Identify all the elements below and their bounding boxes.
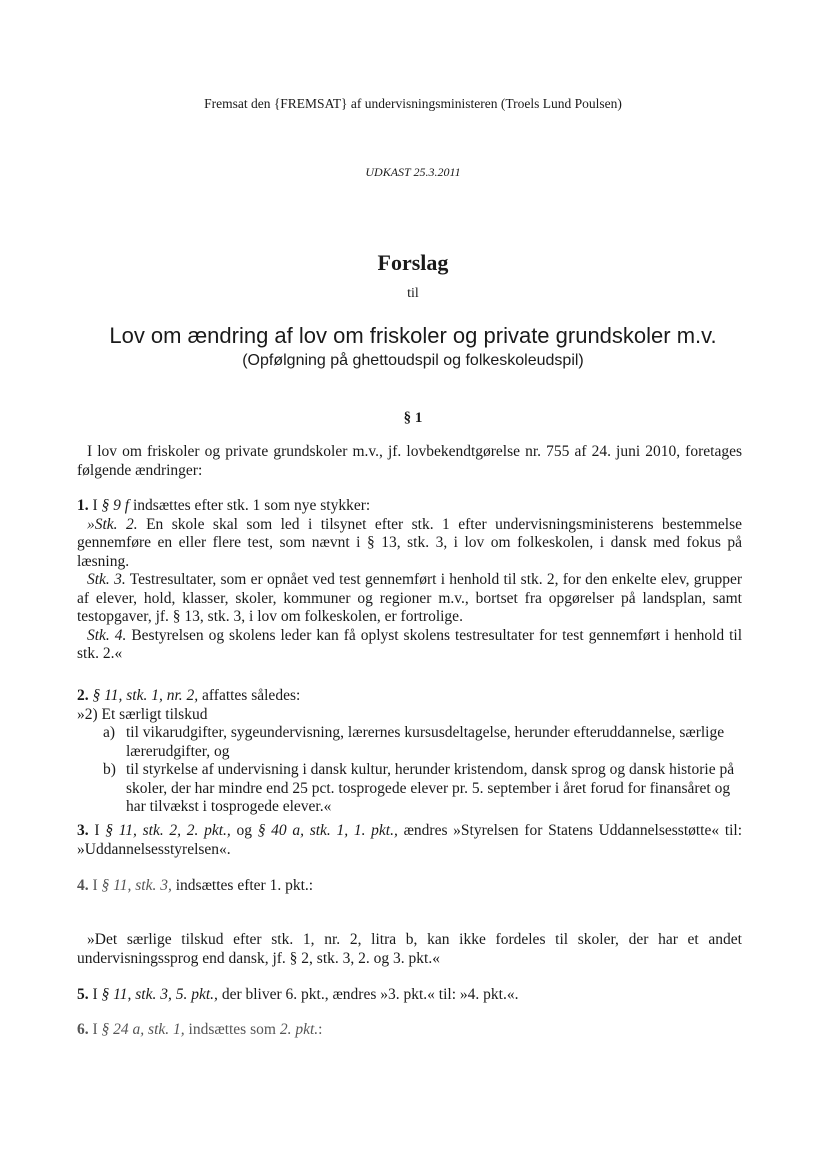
item-reference: § 11, stk. 1, nr. 2,: [92, 687, 199, 704]
stk-4-paragraph: [77, 627, 742, 664]
amendment-item-5: [77, 986, 742, 1005]
proposal-til: til: [407, 286, 419, 301]
item-reference: § 24 a, stk. 1,: [101, 1021, 185, 1038]
item-number: 4.: [77, 877, 89, 894]
law-title: Lov om ændring af lov om friskoler og private grundskoler m.v.: [109, 323, 717, 348]
amendment-item-3: [77, 822, 742, 859]
stk-label: »Stk. 2.: [87, 515, 138, 533]
item-lead-text: indsættes efter stk. 1 som nye stykker:: [132, 497, 371, 514]
litra-a: [77, 724, 742, 761]
amendment-item-2: [77, 687, 742, 817]
item-reference: § 11, stk. 2, 2. pkt.,: [105, 822, 231, 839]
law-subtitle: (Opfølgning på ghettoudspil og folkeskoleudspil): [242, 352, 584, 369]
litra-label: a): [103, 724, 116, 741]
item-2-line: »2) Et særligt tilskud: [77, 705, 208, 723]
stk-text: Testresultater, som er opnået ved test gennemført i henhold til stk. 2, for den enkelte elev, grupper af elever, hold, klasser, skoler, kommuner og regioner m.v., bortset fra opgørelser på landsplan, samt testopgaver, jf. § 13, stk. 3, i lov om folkeskolen, er fortrolige.: [77, 571, 742, 625]
item-lead-text: indsættes efter 1. pkt.:: [175, 877, 314, 894]
stk-text: En skole skal som led i tilsynet efter stk. 1 efter undervisningsministerens bestemmelse gennemføre en eller flere test, som nævnt i § 13, stk. 3, i lov om folkeskolen, i dansk med fokus på læsning.: [77, 515, 743, 570]
stk-3-paragraph: [77, 571, 742, 627]
item-lead-prefix: I: [94, 822, 100, 839]
item-reference-2: 2. pkt.: [279, 1021, 319, 1038]
item-lead-text: ændres »Styrelsen for Statens Uddannelsesstøtte« til: »Uddannelsesstyrelsen«.: [77, 822, 743, 858]
item-number: 2.: [77, 687, 89, 704]
section-heading: § 1: [403, 410, 423, 426]
item-reference-2: § 40 a, stk. 1, 1. pkt.,: [257, 822, 398, 839]
litra-text: til vikarudgifter, sygeundervisning, lærernes kursusdeltagelse, herunder efteruddannelse, særlige lærerudgifter, og: [126, 724, 725, 760]
stk-label: Stk. 3.: [87, 571, 126, 588]
stk-label: Stk. 4.: [87, 626, 127, 644]
litra-b: [77, 761, 742, 817]
item-number: 6.: [77, 1021, 89, 1038]
litra-label: b): [103, 761, 116, 778]
item-connector: og: [236, 822, 252, 839]
item-reference: § 11, stk. 3,: [101, 877, 172, 894]
litra-text: til styrkelse af undervisning i dansk kultur, herunder kristendom, dansk sprog og dansk historie på skoler, der har mindre end 25 pct. tosprogede elever pr. 5. september i året forud for finansåret og har tilvækst i tosprogede elever.«: [126, 761, 735, 815]
presented-by-line: Fremsat den {FREMSAT} af undervisningsministeren (Troels Lund Poulsen): [204, 96, 622, 111]
item-lead-prefix: I: [92, 1021, 98, 1038]
item-lead-text: der bliver 6. pkt., ændres »3. pkt.« til: »4. pkt.«.: [221, 986, 519, 1003]
amendment-item-4-text: [77, 931, 742, 968]
item-lead-prefix: I: [92, 986, 98, 1003]
item-lead-prefix: I: [92, 497, 98, 514]
item-lead-text: affattes således:: [202, 687, 301, 704]
item-number: 3.: [77, 822, 89, 839]
item-lead-text: indsættes som: [188, 1021, 276, 1038]
amendment-item-1: [77, 497, 742, 664]
intro-paragraph: I lov om friskoler og private grundskoler m.v., jf. lovbekendtgørelse nr. 755 af 24. juni 2010, foretages følgende ændringer:: [77, 443, 742, 479]
stk-2-paragraph: [77, 516, 742, 572]
item-lead-suffix: :: [318, 1021, 323, 1038]
proposal-heading: Forslag: [377, 250, 449, 275]
item-reference: § 9 f: [101, 497, 130, 514]
draft-date: UDKAST 25.3.2011: [365, 165, 461, 179]
stk-text: Bestyrelsen og skolens leder kan få oplyst skolens testresultater for test gennemført i henhold til stk. 2.«: [77, 626, 743, 662]
amendment-item-4: [77, 877, 742, 896]
inserted-text: »Det særlige tilskud efter stk. 1, nr. 2, litra b, kan ikke fordeles til skoler, der har et andet undervisningssprog end dansk, jf. § 2, stk. 3, 2. og 3. pkt.«: [77, 931, 742, 967]
item-lead-prefix: I: [92, 877, 98, 894]
item-number: 1.: [77, 497, 89, 514]
item-reference: § 11, stk. 3, 5. pkt.,: [101, 986, 218, 1003]
item-number: 5.: [77, 986, 89, 1003]
amendment-item-6: [77, 1021, 742, 1040]
